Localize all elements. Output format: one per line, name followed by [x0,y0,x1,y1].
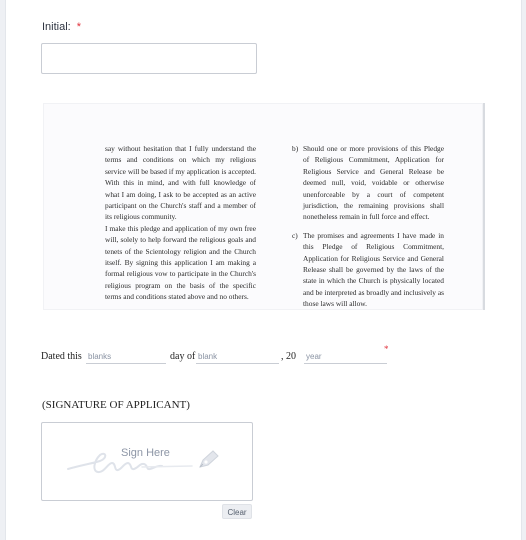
document-clause [292,143,444,223]
dated-prefix: Dated this [41,351,82,362]
clear-signature-button[interactable]: Clear [222,504,252,519]
document-right-column [292,143,444,317]
required-asterisk: * [76,21,82,33]
dated-century: , 20 [281,351,296,362]
dated-row [41,344,401,366]
signature-label: (SIGNATURE OF APPLICANT) [42,399,190,411]
sign-here-hint: Sign Here [121,447,170,459]
clause-marker: c) [292,230,298,240]
day-input[interactable]: blanks [86,350,166,364]
month-input[interactable]: blank [196,350,279,364]
year-input[interactable]: year [304,350,387,364]
clause-marker: b) [292,144,299,153]
clause-text: The promises and agreements I have made in this Pledge of Religious Commitment, Application for Religious Service and General Release shall be governed by the laws of the state in which the Church is physically located and be interpreted as broadly and inclusively as those laws will allow. [303,230,444,309]
pen-icon [197,448,221,470]
document-left-column [105,143,256,303]
required-asterisk: * [384,344,389,354]
document-paragraph: say without hesitation that I fully understand the terms and conditions on which my religious service will be based if my application is accepted. With this in mind, and with full knowledge of what I am doing, I ask to be accepted as an active participant on the Church's staff and a member of its religious community. [105,144,256,222]
initial-label [42,21,81,33]
document-scan [43,103,485,310]
document-paragraph: I make this pledge and application of my own free will, solely to help forward the religious goals and tenets of the Scientology religion and the Church itself. By signing this application I am making a formal religious vow to participate in the Church's religious program on the basis of the specific terms and conditions stated above and no others. [105,223,256,302]
document-clause [292,230,444,310]
clause-text: Should one or more provisions of this Pledge of Religious Commitment, Application for Religious Service and General Release be deemed null, void, voidable or otherwise unenforceable by a court of competent jurisdiction, the remaining provisions shall nonetheless remain in full force and effect. [303,144,444,222]
dated-middle: day of [170,351,196,362]
initial-label-text: Initial: [42,21,71,33]
signature-pad[interactable] [41,422,253,501]
initial-input[interactable] [41,43,257,74]
